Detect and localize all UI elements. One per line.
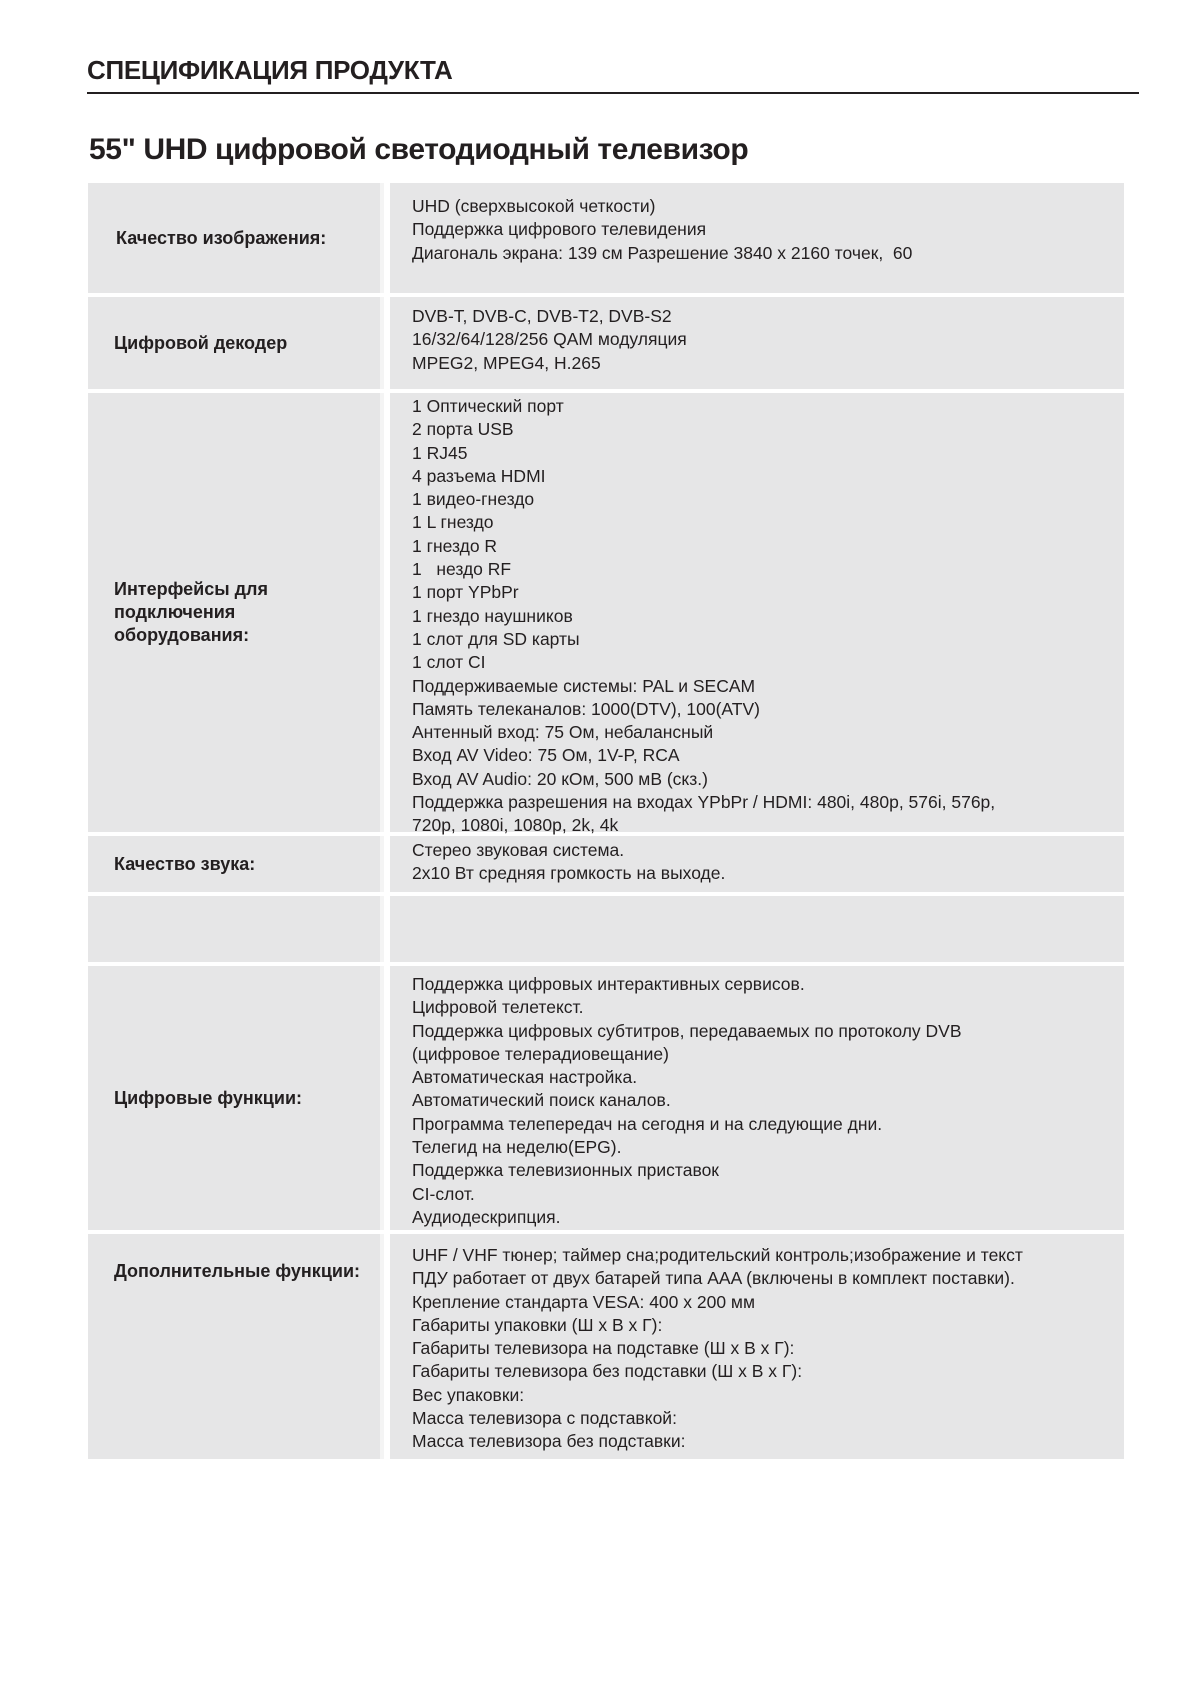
spec-label bbox=[88, 896, 380, 962]
spec-line: Телегид на неделю(EPG). bbox=[412, 1137, 622, 1158]
spec-label-text: Интерфейсы для подключения оборудования: bbox=[114, 579, 268, 645]
spec-line: Габариты телевизора на подставке (Ш x В x Г): bbox=[412, 1338, 795, 1359]
column-divider bbox=[380, 183, 384, 293]
spec-row-empty bbox=[88, 896, 1124, 962]
spec-label bbox=[88, 836, 380, 892]
spec-line: Вход AV Video: 75 Ом, 1V-P, RCA bbox=[412, 745, 680, 766]
spec-values bbox=[390, 1234, 1124, 1459]
spec-values bbox=[390, 836, 1124, 892]
spec-line: Масса телевизора с подставкой: bbox=[412, 1408, 677, 1429]
spec-line: Поддержка телевизионных приставок bbox=[412, 1160, 719, 1181]
spec-line: DVB-T, DVB-C, DVB-T2, DVB-S2 bbox=[412, 306, 672, 326]
spec-label bbox=[88, 183, 380, 293]
spec-line: Поддержка цифрового телевидения bbox=[412, 219, 707, 240]
spec-line: Габариты упаковки (Ш x В x Г): bbox=[412, 1314, 663, 1335]
spec-line: 2x10 Вт средняя громкость на выходе. bbox=[412, 863, 726, 884]
page-header bbox=[87, 52, 1139, 94]
spec-line: Поддержка цифровых интерактивных сервисов. bbox=[412, 974, 805, 994]
spec-line: 1 порт YPbPr bbox=[412, 582, 519, 603]
spec-label-text: Цифровые функции: bbox=[114, 1087, 302, 1108]
spec-label-text: Качество изображения: bbox=[116, 227, 327, 248]
spec-values bbox=[390, 966, 1124, 1230]
spec-row-additional-functions bbox=[88, 1234, 1124, 1459]
spec-values bbox=[390, 896, 1124, 962]
spec-label bbox=[88, 1234, 380, 1459]
spec-line: Поддержка цифровых субтитров, передаваемых по протоколу DVB bbox=[412, 1020, 962, 1041]
spec-line: Крепление стандарта VESA: 400 x 200 мм bbox=[412, 1291, 755, 1312]
spec-line: Габариты телевизора без подставки (Ш x В x Г): bbox=[412, 1361, 803, 1382]
spec-row-sound-quality bbox=[88, 836, 1124, 892]
spec-line: CI-слот. bbox=[412, 1183, 475, 1204]
spec-line: Стерео звуковая система. bbox=[412, 840, 625, 860]
spec-line: MPEG2, MPEG4, H.265 bbox=[412, 352, 601, 373]
spec-line: Антенный вход: 75 Ом, небалансный bbox=[412, 722, 714, 743]
spec-label-text: Дополнительные функции: bbox=[114, 1261, 361, 1281]
spec-line: Диагональ экрана: 139 см Разрешение 3840 x 2160 точек, 60 bbox=[412, 242, 913, 263]
spec-line: Поддерживаемые системы: PAL и SECAM bbox=[412, 675, 756, 696]
column-divider bbox=[380, 896, 384, 962]
product-title: 55" UHD цифровой светодиодный телевизор bbox=[89, 133, 749, 166]
spec-table bbox=[88, 183, 1124, 1463]
spec-line: Память телеканалов: 1000(DTV), 100(ATV) bbox=[412, 698, 760, 719]
spec-line: 1 гнездо наушников bbox=[412, 605, 573, 626]
spec-line: Вход AV Audio: 20 кОм, 500 мВ (скз.) bbox=[412, 768, 708, 789]
spec-line: Аудиодескрипция. bbox=[412, 1206, 561, 1227]
spec-line: 2 порта USB bbox=[412, 419, 514, 440]
spec-line: UHF / VHF тюнер; таймер сна;родительский контроль;изображение и текст bbox=[412, 1245, 1023, 1265]
spec-label bbox=[88, 393, 380, 832]
spec-line: 1 видео-гнездо bbox=[412, 489, 535, 510]
spec-line: 1 нездо RF bbox=[412, 559, 512, 580]
spec-line: 1 RJ45 bbox=[412, 442, 468, 463]
spec-label-text: Цифровой декодер bbox=[114, 332, 288, 353]
column-divider bbox=[380, 836, 384, 892]
spec-line: Вес упаковки: bbox=[412, 1384, 525, 1405]
spec-line: 4 разъема HDMI bbox=[412, 465, 546, 486]
spec-line: ПДУ работает от двух батарей типа AAA (включены в комплект поставки). bbox=[412, 1268, 1015, 1289]
spec-line: Поддержка разрешения на входах YPbPr / HDMI: 480i, 480p, 576i, 576p, bbox=[412, 792, 996, 813]
spec-line: Автоматический поиск каналов. bbox=[412, 1090, 671, 1111]
spec-line: Масса телевизора без подставки: bbox=[412, 1431, 686, 1452]
spec-line: Автоматическая настройка. bbox=[412, 1067, 638, 1088]
spec-label bbox=[88, 297, 380, 389]
spec-line: Программа телепередач на сегодня и на следующие дни. bbox=[412, 1113, 883, 1134]
spec-row-picture-quality bbox=[88, 183, 1124, 293]
spec-line: 1 слот CI bbox=[412, 652, 486, 673]
spec-line: UHD (сверхвысокой четкости) bbox=[412, 196, 656, 216]
spec-row-interfaces bbox=[88, 393, 1124, 836]
spec-line: 1 Оптический порт bbox=[412, 396, 564, 416]
spec-row-digital-functions bbox=[88, 966, 1124, 1230]
spec-line: (цифровое телерадиовещание) bbox=[412, 1043, 669, 1064]
spec-line: Цифровой телетекст. bbox=[412, 997, 584, 1018]
spec-line: 720p, 1080i, 1080p, 2k, 4k bbox=[412, 815, 619, 836]
spec-line: 1 гнездо R bbox=[412, 535, 498, 556]
column-divider bbox=[380, 297, 384, 389]
spec-row-digital-decoder bbox=[88, 297, 1124, 389]
spec-label-text: Качество звука: bbox=[114, 853, 256, 874]
page-title: СПЕЦИФИКАЦИЯ ПРОДУКТА bbox=[87, 55, 453, 85]
spec-line: 16/32/64/128/256 QAM модуляция bbox=[412, 329, 687, 350]
spec-values bbox=[390, 297, 1124, 389]
spec-values bbox=[390, 183, 1124, 293]
column-divider bbox=[380, 1234, 384, 1459]
spec-label bbox=[88, 966, 380, 1230]
spec-line: 1 L гнездо bbox=[412, 512, 494, 533]
column-divider bbox=[380, 966, 384, 1230]
spec-values bbox=[390, 393, 1124, 836]
spec-line: 1 слот для SD карты bbox=[412, 628, 580, 649]
column-divider bbox=[380, 393, 384, 832]
